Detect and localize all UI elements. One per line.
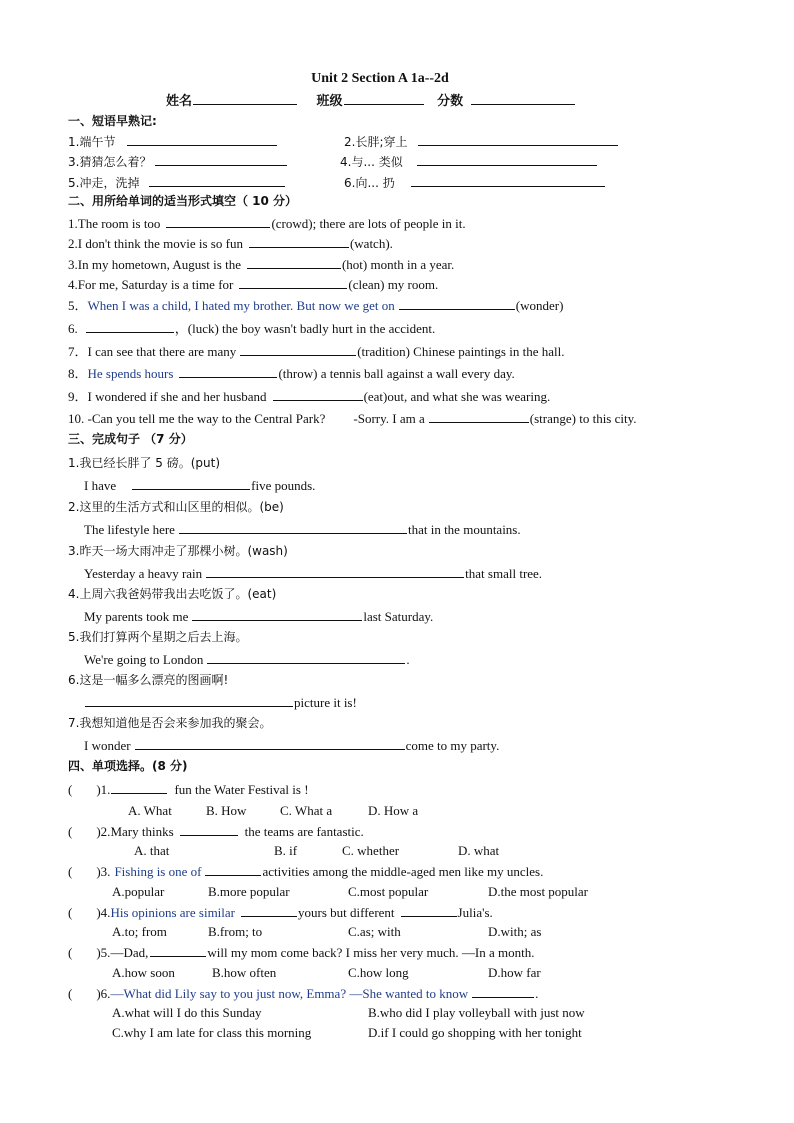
mc-q1 — [68, 781, 309, 798]
fill-q1-blank[interactable] — [166, 215, 270, 228]
translate-q3-chinese: 3.昨天一场大雨冲走了那棵小树。(wash) — [68, 544, 288, 558]
mc-q6-option-d-wrap — [368, 1025, 582, 1041]
phrase-5 — [68, 174, 286, 191]
fill-q8-text: He spends hours — [87, 366, 174, 381]
fill-q5-number: 5． — [68, 298, 88, 313]
mc-q2-number: )2. — [96, 824, 111, 839]
mc-q6-paren[interactable]: ( — [68, 986, 73, 1001]
fill-q10-blank[interactable] — [429, 410, 529, 423]
mc-q4-blank-1[interactable] — [241, 904, 297, 917]
mc-q3-option-b[interactable]: B.more popular — [208, 884, 290, 899]
class-label: 班级 — [316, 94, 343, 109]
fill-q1 — [68, 215, 466, 232]
mc-q4-option-a-wrap — [112, 924, 167, 940]
mc-q3-option-d-wrap — [488, 884, 588, 900]
fill-q8-number: 8． — [68, 366, 88, 381]
phrase-6 — [344, 174, 606, 191]
mc-q2-end: the teams are fantastic. — [244, 824, 364, 839]
mc-q2 — [68, 823, 364, 840]
mc-q1-paren[interactable]: ( — [68, 782, 73, 797]
fill-q1-text: 1.The room is too — [68, 216, 161, 231]
mc-q2-paren[interactable]: ( — [68, 824, 73, 839]
translate-q2-end: that in the mountains. — [407, 522, 521, 537]
mc-q1-options — [128, 803, 172, 819]
mc-q5-option-c-wrap — [348, 965, 409, 981]
mc-q2-option-b[interactable]: B. if — [274, 843, 298, 858]
phrase-2-blank[interactable] — [418, 133, 618, 146]
section-2-heading: 二、用所给单词的适当形式填空（ 10 分） — [68, 194, 298, 208]
mc-q5-option-a[interactable]: A.how soon — [112, 965, 175, 980]
mc-q3-text: Fishing is one of — [114, 864, 202, 879]
translate-q2-blank[interactable] — [179, 521, 407, 534]
mc-q3-blank[interactable] — [205, 863, 261, 876]
mc-q3-option-b-wrap — [208, 884, 290, 900]
mc-q4-text: His opinions are similar — [110, 905, 236, 920]
mc-q2-option-d-wrap — [458, 843, 499, 859]
fill-q5 — [68, 297, 563, 314]
fill-q5-text: When I was a child, I hated my brother. But now we get on — [87, 298, 395, 313]
mc-q4-option-c-wrap — [348, 924, 401, 940]
fill-q6-blank[interactable] — [86, 320, 174, 333]
translate-q7-text: I wonder — [84, 738, 131, 753]
translate-q1-end: five pounds. — [251, 478, 316, 493]
mc-q1-option-d[interactable]: D. How a — [368, 803, 419, 818]
name-blank[interactable] — [193, 92, 297, 105]
mc-q4-middle: yours but different — [298, 905, 395, 920]
mc-q1-option-b-wrap — [206, 803, 246, 819]
mc-q6-option-b[interactable]: B.who did I play volleyball with just now — [368, 1005, 585, 1020]
translate-q1-blank[interactable] — [132, 477, 250, 490]
mc-q6 — [68, 985, 538, 1002]
mc-q6-end: . — [535, 986, 539, 1001]
fill-q10-text: 10. -Can you tell me the way to the Central Park? — [68, 411, 326, 426]
translate-q6-blank[interactable] — [85, 694, 293, 707]
mc-q2-option-c-wrap — [342, 843, 399, 859]
mc-q6-option-c[interactable]: C.why I am late for class this morning — [112, 1025, 312, 1040]
mc-q2-blank[interactable] — [180, 823, 238, 836]
mc-q4-option-d[interactable]: D.with; as — [488, 924, 542, 939]
phrase-5-blank[interactable] — [149, 174, 285, 187]
mc-q5-text: —Dad, — [110, 945, 149, 960]
mc-q2-option-b-wrap — [274, 843, 297, 859]
mc-q4-number: )4. — [96, 905, 111, 920]
phrase-4-blank[interactable] — [417, 153, 597, 166]
mc-q4-option-a[interactable]: A.to; from — [112, 924, 167, 939]
fill-q9 — [68, 388, 550, 405]
mc-q6-blank[interactable] — [472, 985, 534, 998]
mc-q2-option-a[interactable]: A. that — [134, 843, 170, 858]
mc-q5-number: )5. — [96, 945, 111, 960]
fill-q5-blank[interactable] — [399, 297, 515, 310]
fill-q2-hint: (watch). — [349, 236, 393, 251]
mc-q5 — [68, 944, 534, 961]
mc-q4 — [68, 904, 493, 921]
mc-q3-option-d[interactable]: D.the most popular — [488, 884, 589, 899]
mc-q4-option-b[interactable]: B.from; to — [208, 924, 263, 939]
mc-q2-text: Mary thinks — [110, 824, 174, 839]
mc-q3-option-a[interactable]: A.popular — [112, 884, 165, 899]
mc-q5-option-c[interactable]: C.how long — [348, 965, 409, 980]
translate-q2-chinese: 2.这里的生活方式和山区里的相似。(be) — [68, 500, 284, 514]
fill-q8 — [68, 365, 515, 382]
fill-q9-blank[interactable] — [273, 388, 363, 401]
fill-q10 — [68, 410, 637, 427]
mc-q1-option-c-wrap — [280, 803, 332, 819]
mc-q4-option-b-wrap — [208, 924, 262, 940]
mc-q5-option-a-wrap — [112, 965, 175, 981]
mc-q6-number: )6. — [96, 986, 111, 1001]
translate-q3-text: Yesterday a heavy rain — [84, 566, 203, 581]
mc-q4-option-c[interactable]: C.as; with — [348, 924, 401, 939]
translate-q4 — [84, 608, 433, 625]
fill-q7-blank[interactable] — [240, 343, 356, 356]
mc-q5-paren[interactable]: ( — [68, 945, 73, 960]
mc-q6-option-a[interactable]: A.what will I do this Sunday — [112, 1005, 262, 1020]
fill-q9-text: 9．I wondered if she and her husband — [68, 389, 267, 404]
mc-q4-paren[interactable]: ( — [68, 905, 73, 920]
mc-q1-blank[interactable] — [111, 781, 167, 794]
phrase-2-text: 2.长胖;穿上 — [344, 135, 408, 149]
fill-q3-text: 3.In my hometown, August is the — [68, 257, 241, 272]
phrase-6-blank[interactable] — [411, 174, 605, 187]
mc-q1-number: )1. — [96, 782, 111, 797]
fill-q9-hint: (eat)out, and what she was wearing. — [363, 389, 551, 404]
translate-q7 — [84, 737, 499, 754]
fill-q3 — [68, 256, 454, 273]
translate-q3 — [84, 565, 542, 582]
mc-q3-option-a-wrap — [112, 884, 164, 900]
phrase-1 — [68, 133, 278, 150]
mc-q1-option-d-wrap — [368, 803, 418, 819]
fill-q8-blank[interactable] — [179, 365, 277, 378]
fill-q10-reply: -Sorry. I am a — [353, 411, 425, 426]
phrase-1-text: 1.端午节 — [68, 135, 116, 149]
mc-q3-option-c[interactable]: C.most popular — [348, 884, 429, 899]
fill-q4-hint: (clean) my room. — [348, 277, 439, 292]
fill-q2 — [68, 235, 393, 252]
fill-q3-blank[interactable] — [247, 256, 341, 269]
mc-q5-end: will my mom come back? I miss her very much. —In a month. — [207, 945, 535, 960]
phrase-5-text: 5.冲走，洗掉 — [68, 176, 140, 190]
translate-q4-chinese: 4.上周六我爸妈带我出去吃饭了。(eat) — [68, 587, 277, 601]
mc-q1-option-b[interactable]: B. How — [206, 803, 247, 818]
mc-q6-text: —What did Lily say to you just now, Emma? —She wanted to know — [110, 986, 469, 1001]
translate-q1 — [84, 477, 315, 494]
translate-q6 — [84, 694, 357, 711]
phrase-3-blank[interactable] — [155, 153, 287, 166]
fill-q5-hint: (wonder) — [515, 298, 564, 313]
translate-q4-text: My parents took me — [84, 609, 189, 624]
fill-q4 — [68, 276, 438, 293]
translate-q6-end: picture it is! — [294, 695, 357, 710]
fill-q1-hint: (crowd); there are lots of people in it. — [271, 216, 466, 231]
mc-q6-option-a-wrap — [112, 1005, 262, 1021]
mc-q5-option-d-wrap — [488, 965, 541, 981]
score-blank[interactable] — [471, 92, 575, 105]
translate-q4-end: last Saturday. — [363, 609, 434, 624]
translate-q5 — [84, 651, 410, 668]
mc-q4-option-d-wrap — [488, 924, 541, 940]
fill-q10-hint: (strange) to this city. — [529, 411, 637, 426]
fill-q6-hint: ，(luck) the boy wasn't badly hurt in the accident. — [174, 321, 436, 336]
class-blank[interactable] — [344, 92, 424, 105]
mc-q1-text: fun the Water Festival is ! — [174, 782, 309, 797]
translate-q5-text: We're going to London — [84, 652, 204, 667]
phrase-3 — [68, 153, 288, 170]
fill-q7-number: 7． — [68, 344, 88, 359]
fill-q6-text: 6. — [68, 321, 78, 336]
fill-q3-hint: (hot) month in a year. — [341, 257, 455, 272]
mc-q4-blank-2[interactable] — [401, 904, 457, 917]
mc-q3-number: )3. — [96, 864, 111, 879]
translate-q5-blank[interactable] — [207, 651, 405, 664]
phrase-3-text: 3.猜猜怎么着？ — [68, 155, 152, 169]
fill-q2-text: 2.I don't think the movie is so fun — [68, 236, 243, 251]
mc-q6-option-c-wrap — [112, 1025, 311, 1041]
info-line — [166, 92, 576, 110]
score-label: 分数 — [437, 94, 464, 109]
fill-q4-blank[interactable] — [239, 276, 347, 289]
section-1-heading: 一、短语早熟记: — [68, 114, 157, 128]
page-title: Unit 2 Section A 1a--2d — [311, 71, 449, 86]
translate-q6-chinese: 6.这是一幅多么漂亮的图画啊! — [68, 673, 229, 687]
mc-q3-end: activities among the middle-aged men like my uncles. — [262, 864, 544, 879]
translate-q4-blank[interactable] — [192, 608, 362, 621]
mc-q3-paren[interactable]: ( — [68, 864, 73, 879]
fill-q6 — [68, 320, 435, 337]
mc-q2-option-c[interactable]: C. whether — [342, 843, 400, 858]
mc-q3 — [68, 863, 543, 880]
translate-q7-chinese: 7.我想知道他是否会来参加我的聚会。 — [68, 716, 272, 730]
translate-q5-end: . — [406, 652, 410, 667]
mc-q5-option-b[interactable]: B.how often — [212, 965, 277, 980]
translate-q3-blank[interactable] — [206, 565, 464, 578]
section-3-heading: 三、完成句子 （7 分） — [68, 432, 193, 446]
phrase-6-text: 6.向... 扔 — [344, 176, 395, 190]
translate-q2-text: The lifestyle here — [84, 522, 175, 537]
translate-q2 — [84, 521, 521, 538]
mc-q6-option-d[interactable]: D.if I could go shopping with her tonight — [368, 1025, 582, 1040]
fill-q8-hint: (throw) a tennis ball against a wall every day. — [278, 366, 515, 381]
phrase-2 — [344, 133, 619, 150]
fill-q7-hint: (tradition) Chinese paintings in the hall. — [357, 344, 565, 359]
translate-q7-blank[interactable] — [135, 737, 405, 750]
fill-q7 — [68, 343, 564, 360]
translate-q3-end: that small tree. — [465, 566, 543, 581]
mc-q2-option-d[interactable]: D. what — [458, 843, 500, 858]
mc-q4-end: Julia's. — [457, 905, 493, 920]
section-4-heading: 四、单项选择。(8 分) — [68, 759, 188, 773]
mc-q5-option-b-wrap — [212, 965, 276, 981]
mc-q5-blank[interactable] — [150, 944, 206, 957]
mc-q1-option-a[interactable]: A. What — [128, 803, 172, 818]
phrase-4 — [340, 153, 598, 170]
fill-q7-text: I can see that there are many — [87, 344, 237, 359]
translate-q5-chinese: 5.我们打算两个星期之后去上海。 — [68, 630, 248, 644]
translate-q7-end: come to my party. — [405, 738, 500, 753]
phrase-1-blank[interactable] — [127, 133, 277, 146]
fill-q2-blank[interactable] — [249, 235, 349, 248]
name-label: 姓名 — [166, 94, 193, 109]
translate-q1-chinese: 1.我已经长胖了 5 磅。(put) — [68, 456, 221, 470]
fill-q4-text: 4.For me, Saturday is a time for — [68, 277, 234, 292]
mc-q2-option-a-wrap — [134, 843, 169, 859]
mc-q1-option-c[interactable]: C. What a — [280, 803, 333, 818]
mc-q5-option-d[interactable]: D.how far — [488, 965, 541, 980]
mc-q3-option-c-wrap — [348, 884, 428, 900]
translate-q1-text: I have — [84, 478, 117, 493]
phrase-4-text: 4.与... 类似 — [340, 155, 403, 169]
mc-q6-option-b-wrap — [368, 1005, 585, 1021]
